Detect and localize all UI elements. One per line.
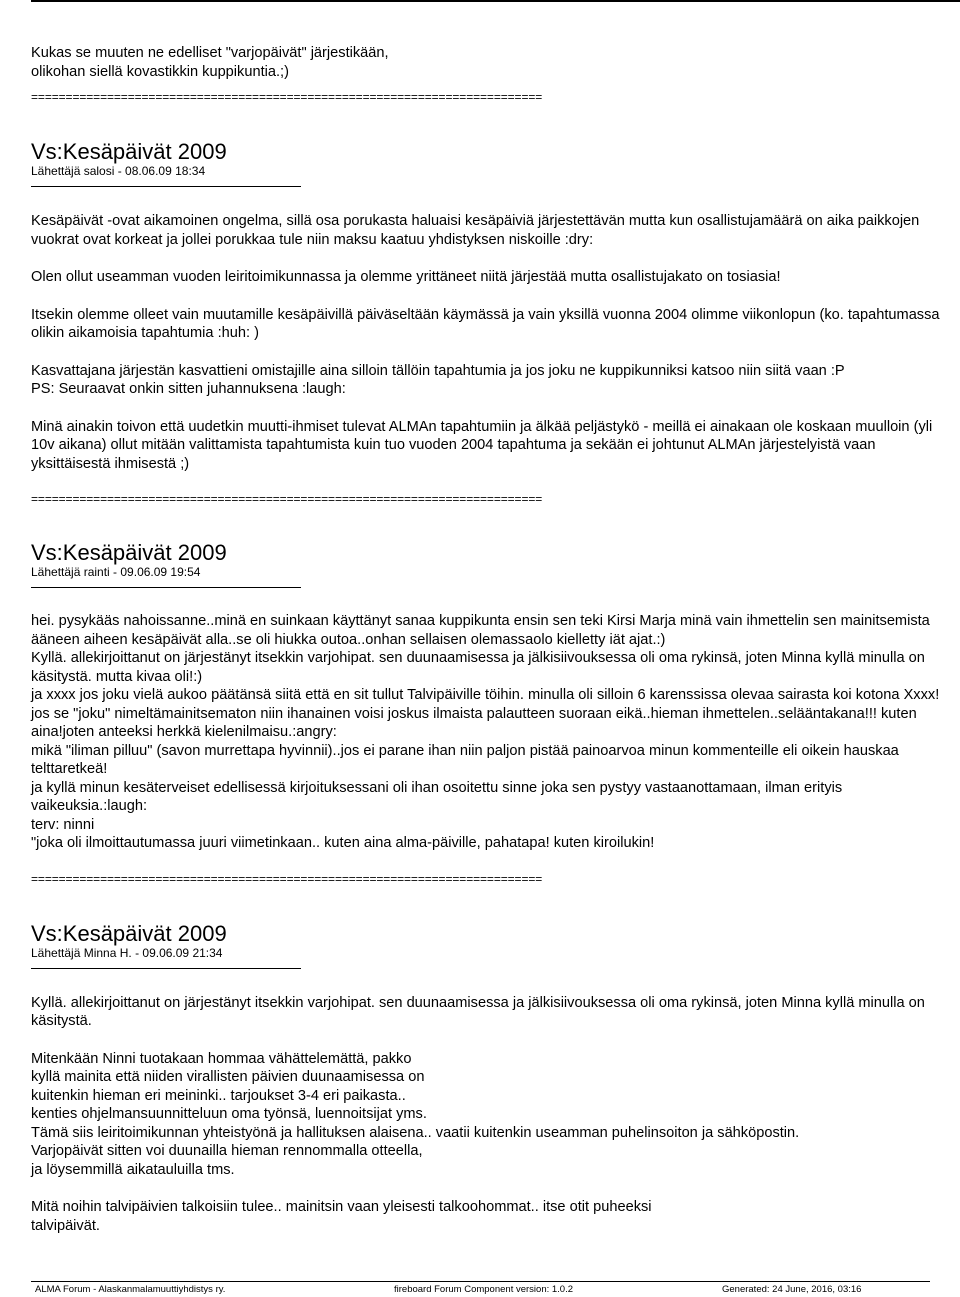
top-rule (31, 0, 960, 2)
post-paragraph: Minä ainakin toivon että uudetkin muutti-ihmiset tulevat ALMAn tapahtumiin ja älkää peljästykö - meillä ei ainakaan ole koskaan muulloin (yli 10v aikana) ollut mitään valittamista tapahtumista kuin tuo vuoden 2004 tapahtuma ja sekään ei johtunut ALMAn järjestelyistä vaan yksittäisestä ihmisestä ;) (31, 418, 933, 472)
post (31, 922, 959, 1236)
post-paragraph: Olen ollut useamman vuoden leiritoimikunnassa ja olemme yrittäneet niitä järjestää mutta osallistujakato on tosiasia! (31, 269, 781, 285)
post (31, 541, 959, 853)
post-title: Vs:Kesäpäivät 2009 (31, 920, 227, 946)
post-title: Vs:Kesäpäivät 2009 (31, 540, 227, 565)
post-paragraph: Kesäpäivät -ovat aikamoinen ongelma, sillä osa porukasta haluaisi kesäpäiviä järjestettävän mutta kun osallistujamäärä on aika paikkojen vuokrat ovat korkeat ja jollei porukkaa tule niin maksu kaatuu yhdistyksen niskoille :dry: (31, 213, 920, 248)
post-meta: Lähettäjä rainti - 09.06.09 19:54 (31, 565, 201, 579)
footer-generated-date: Generated: 24 June, 2016, 03:16 (722, 1284, 862, 1295)
separator: ========================================================================== (31, 871, 543, 886)
post-paragraph: hei. pysykääs nahoissanne..minä en suinkaan käyttänyt sanaa kuppikunta ensin sen teki Kirsi Marja minä vain ihmettelin sen mainitsemista ääneen aiheen kesäpäivät alla..se oli hiukka outoa..onhan sellaisen olemassaolo kielletty iät ajat.:) Kyllä. allekirjoittanut on järjestänyt itsekkin varjohipat. sen duunaamisessa ja jälkisiivouksessa oli oma rykinsä, joten Minna kyllä minulla on käsitystä. mutta kivaa oli!:) ja xxxx jos joku vielä aukoo päätänsä siitä että en sit tullut Talvipäiville töihin. minulla oli silloin 6 karenssissa olevaa sairasta koi kotona Xxxx! jos se "joku" nimeltämainitsematon niin ihanainen voisi joskus ilmaista palautteen suoraan eikä..hieman ihmettelen..selääntakana!!! kuten aina!joten anteeksi herkkä kielenilmaisu.:angry: mikä "iliman pilluu" (savon murrettapa hyvinnii)..jos ei parane ihan niin paljon pistää painoarvoa minun kommenteille eli oikein hauskaa telttaretkeä! ja kyllä minun kesäterveiset edellisessä kirjoituksessani oli ihan osoitettu sinne joka sen pystyy vastaanottamaan, ilman erityis vaikeuksia.:laugh: terv: ninni "joka oli ilmoittautumassa juuri viimetinkaan.. kuten aina alma-päiville, pahatapa! kuten kiroilukin! (31, 613, 940, 851)
footer-component-version: fireboard Forum Component version: 1.0.2 (394, 1284, 574, 1295)
forum-thread (31, 44, 959, 1235)
post-paragraph: Mitä noihin talvipäivien talkoisiin tulee.. mainitsin vaan yleisesti talkoohommat.. itse otit puheeksi talvipäivät. (31, 1199, 652, 1234)
footer-rule (31, 1281, 930, 1282)
post-paragraph: Itsekin olemme olleet vain muutamille kesäpäivillä päiväseltään käymässä ja vain yksillä vuonna 2004 olimme viikonlopun (ko. tapahtumassa olikin aikamoisia tapahtumia :huh: ) (31, 306, 940, 341)
intro-line-2: olikohan siellä kovastikkin kuppikuntia.;) (31, 63, 289, 80)
post-paragraph: Mitenkään Ninni tuotakaan hommaa vähättelemättä, pakko kyllä mainita että niiden virallisten päivien duunaamisessa on kuitenkin hieman eri meininki.. tarjoukset 3-4 eri paikasta.. kenties ohjelmansuunnitteluun oma työnsä, luennoitsijat yms. Tämä siis leiritoimikunnan yhteistyönä ja hallituksen alaisena.. vaatii kuitenkin useamman puhelinsoiton ja sähköpostin. Varjopäivät sitten voi duunailla hieman rennommalla otteella, ja löysemmillä aikatauluilla tms. (31, 1050, 800, 1178)
post-meta: Lähettäjä salosi - 08.06.09 18:34 (31, 164, 206, 178)
footer-site-name: ALMA Forum - Alaskanmalamuuttiyhdistys ry. (35, 1284, 226, 1295)
post-title: Vs:Kesäpäivät 2009 (31, 139, 227, 164)
post-meta: Lähettäjä Minna H. - 09.06.09 21:34 (31, 945, 223, 960)
post-paragraph: Kyllä. allekirjoittanut on järjestänyt itsekkin varjohipat. sen duunaamisessa ja jälkisiivouksessa oli oma rykinsä, joten Minna kyllä minulla on käsitystä. (31, 994, 925, 1029)
post (31, 140, 959, 473)
post-paragraph: Kasvattajana järjestän kasvattieni omistajille aina silloin tällöin tapahtumia ja jos joku ne kuppikunniksi katsoo niin siitä vaan :P PS: Seuraavat onkin sitten juhannuksena :laugh: (31, 362, 845, 397)
separator: ========================================================================== (31, 492, 543, 506)
intro-line-1: Kukas se muuten ne edelliset "varjopäivät" järjestikään, (31, 45, 389, 61)
separator: ========================================================================== (31, 90, 543, 104)
